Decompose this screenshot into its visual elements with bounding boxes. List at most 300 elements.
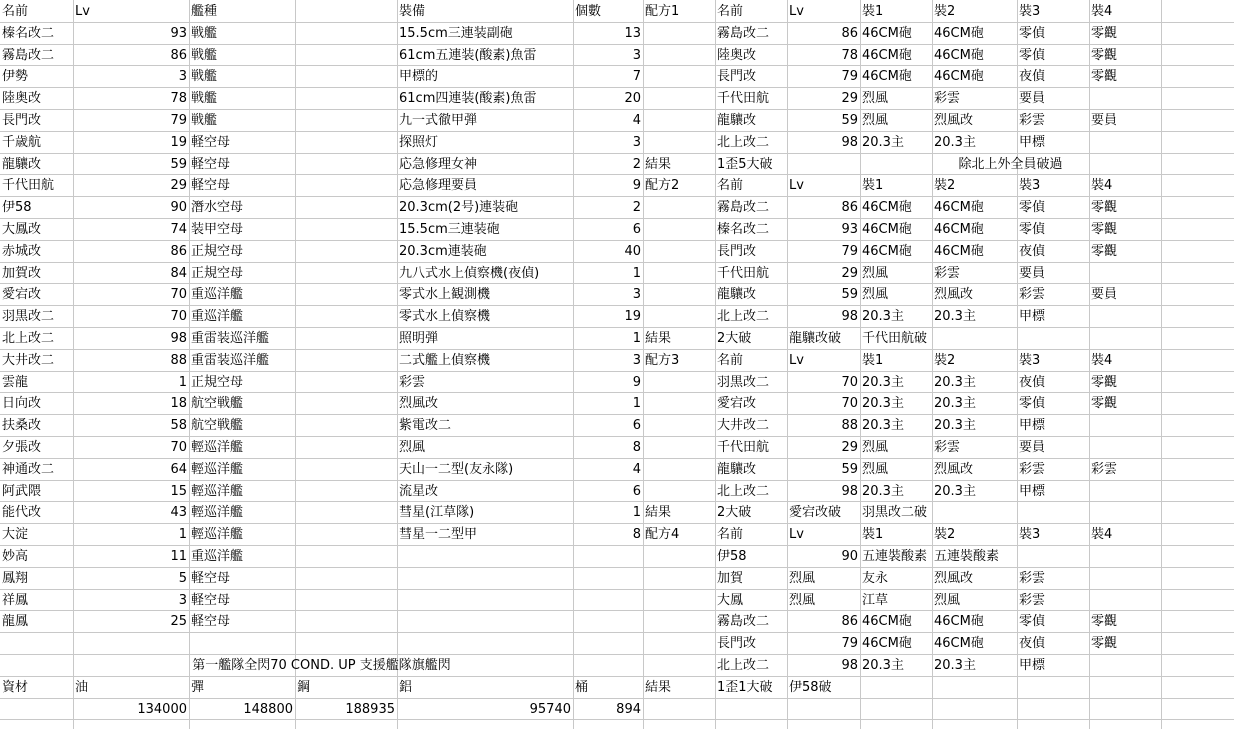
config-equip-cell[interactable]: 彩雲 bbox=[934, 440, 961, 455]
resource-value-cell[interactable]: 188935 bbox=[345, 702, 395, 717]
config-level-cell[interactable]: 59 bbox=[841, 113, 858, 128]
config-ship-cell[interactable]: 長門改 bbox=[717, 636, 757, 651]
ship-name-cell[interactable]: 神通改二 bbox=[2, 462, 55, 477]
ship-type-cell[interactable]: 輕巡洋艦 bbox=[191, 462, 244, 477]
config-equip-cell[interactable]: 五連裝酸素 bbox=[862, 549, 928, 564]
fleet-note-cell[interactable]: 第一艦隊全閃70 COND. UP 支援艦隊旗艦閃 bbox=[192, 658, 451, 673]
ship-type-cell[interactable]: 重巡洋艦 bbox=[191, 549, 244, 564]
config-equip-cell[interactable]: 零偵 bbox=[1019, 222, 1046, 237]
config-equip-cell[interactable]: 20.3主 bbox=[934, 418, 976, 433]
config-header-cell[interactable]: 名前 bbox=[717, 527, 744, 542]
ship-level-cell[interactable]: 70 bbox=[170, 309, 187, 324]
config-equip-cell[interactable]: 46CM砲 bbox=[934, 200, 984, 215]
ship-level-cell[interactable]: 90 bbox=[170, 200, 187, 215]
equipment-count-cell[interactable]: 6 bbox=[632, 222, 641, 237]
ship-level-cell[interactable]: 74 bbox=[170, 222, 187, 237]
config-ship-cell[interactable]: 龍驤改 bbox=[717, 287, 757, 302]
config-result-cell[interactable]: 2大破 bbox=[717, 331, 752, 346]
config-ship-cell[interactable]: 羽黒改二 bbox=[717, 375, 770, 390]
equipment-name-cell[interactable]: 天山一二型(友永隊) bbox=[399, 462, 514, 477]
config-equip-cell[interactable]: 46CM砲 bbox=[862, 222, 912, 237]
config-label-cell[interactable]: 配方4 bbox=[645, 527, 680, 542]
ship-level-cell[interactable]: 1 bbox=[178, 527, 187, 542]
config-level-cell[interactable]: 70 bbox=[841, 396, 858, 411]
config-equip-cell[interactable]: 彩雲 bbox=[1019, 593, 1046, 608]
config-result-cell[interactable]: 千代田航破 bbox=[862, 331, 928, 346]
ship-name-cell[interactable]: 祥鳳 bbox=[2, 593, 29, 608]
ship-type-cell[interactable]: 輕巡洋艦 bbox=[191, 505, 244, 520]
config-equip-cell[interactable]: 46CM砲 bbox=[862, 26, 912, 41]
equipment-name-cell[interactable]: 甲標的 bbox=[399, 69, 439, 84]
config-ship-cell[interactable]: 霧島改二 bbox=[717, 26, 770, 41]
config-equip-cell[interactable] bbox=[1089, 655, 1161, 676]
config-equip-cell[interactable]: 烈風 bbox=[934, 593, 961, 608]
config-level-cell[interactable]: 烈風 bbox=[789, 571, 816, 586]
config-equip-cell[interactable]: 零觀 bbox=[1091, 222, 1118, 237]
ship-level-cell[interactable]: 84 bbox=[170, 266, 187, 281]
ship-level-cell[interactable]: 58 bbox=[170, 418, 187, 433]
ship-level-cell[interactable]: 88 bbox=[170, 353, 187, 368]
ship-type-cell[interactable]: 重巡洋艦 bbox=[191, 309, 244, 324]
resource-value-cell[interactable]: 894 bbox=[616, 702, 641, 717]
config-header-cell[interactable]: 裝2 bbox=[934, 4, 956, 19]
config-header-cell[interactable]: 裝1 bbox=[862, 178, 884, 193]
equipment-count-cell[interactable]: 8 bbox=[632, 440, 641, 455]
config-header-cell[interactable]: 裝4 bbox=[1091, 527, 1113, 542]
equipment-name-cell[interactable]: 20.3cm(2号)連装砲 bbox=[399, 200, 519, 215]
config-label-cell[interactable]: 配方1 bbox=[645, 4, 680, 19]
config-equip-cell[interactable]: 彩雲 bbox=[1019, 462, 1046, 477]
equipment-name-cell[interactable]: 紫電改二 bbox=[399, 418, 452, 433]
config-label-cell[interactable]: 配方2 bbox=[645, 178, 680, 193]
config-equip-cell[interactable]: 要員 bbox=[1019, 266, 1046, 281]
ship-type-cell[interactable]: 戦艦 bbox=[191, 26, 218, 41]
ship-name-cell[interactable]: 陸奥改 bbox=[2, 91, 42, 106]
config-header-cell[interactable]: Lv bbox=[789, 527, 804, 542]
ship-level-cell[interactable]: 18 bbox=[170, 396, 187, 411]
config-equip-cell[interactable]: 彩雲 bbox=[1019, 113, 1046, 128]
equipment-name-cell[interactable]: 彗星一二型甲 bbox=[399, 527, 478, 542]
config-equip-cell[interactable]: 彩雲 bbox=[934, 91, 961, 106]
config-equip-cell[interactable]: 46CM砲 bbox=[934, 636, 984, 651]
ship-name-cell[interactable]: 伊58 bbox=[2, 200, 32, 215]
config-equip-cell[interactable] bbox=[1089, 88, 1161, 109]
ship-name-cell[interactable]: 能代改 bbox=[2, 505, 42, 520]
config-equip-cell[interactable]: 零偵 bbox=[1019, 614, 1046, 629]
ship-type-cell[interactable]: 正規空母 bbox=[191, 266, 244, 281]
config-ship-cell[interactable]: 霧島改二 bbox=[717, 200, 770, 215]
resource-header-cell[interactable]: 資材 bbox=[2, 680, 29, 695]
equipment-count-cell[interactable]: 20 bbox=[624, 91, 641, 106]
config-ship-cell[interactable]: 加賀 bbox=[717, 571, 744, 586]
ship-name-cell[interactable]: 阿武隈 bbox=[2, 484, 42, 499]
column-header-count[interactable]: 個數 bbox=[575, 4, 602, 19]
config-equip-cell[interactable]: 20.3主 bbox=[862, 375, 904, 390]
ship-type-cell[interactable]: 戦艦 bbox=[191, 48, 218, 63]
equipment-count-cell[interactable]: 9 bbox=[632, 375, 641, 390]
equipment-count-cell[interactable]: 7 bbox=[632, 69, 641, 84]
ship-type-cell[interactable]: 重雷装巡洋艦 bbox=[191, 331, 270, 346]
config-level-cell[interactable]: 88 bbox=[841, 418, 858, 433]
config-label-cell[interactable]: 配方3 bbox=[645, 353, 680, 368]
equipment-count-cell[interactable]: 2 bbox=[632, 200, 641, 215]
config-header-cell[interactable]: Lv bbox=[789, 4, 804, 19]
equipment-count-cell[interactable]: 8 bbox=[632, 527, 641, 542]
ship-level-cell[interactable]: 25 bbox=[170, 614, 187, 629]
ship-type-cell[interactable]: 戦艦 bbox=[191, 91, 218, 106]
equipment-count-cell[interactable]: 3 bbox=[632, 135, 641, 150]
ship-name-cell[interactable]: 赤城改 bbox=[2, 244, 42, 259]
config-equip-cell[interactable]: 零偵 bbox=[1019, 26, 1046, 41]
ship-type-cell[interactable]: 軽空母 bbox=[191, 178, 231, 193]
column-header-name[interactable]: 名前 bbox=[2, 4, 29, 19]
equipment-count-cell[interactable]: 4 bbox=[632, 462, 641, 477]
config-header-cell[interactable]: 裝4 bbox=[1091, 353, 1113, 368]
ship-level-cell[interactable]: 19 bbox=[170, 135, 187, 150]
config-equip-cell[interactable]: 46CM砲 bbox=[934, 26, 984, 41]
ship-type-cell[interactable]: 軽空母 bbox=[191, 593, 231, 608]
config-equip-cell[interactable]: 五連裝酸素 bbox=[934, 549, 1000, 564]
config-header-cell[interactable]: Lv bbox=[789, 178, 804, 193]
equipment-name-cell[interactable]: 応急修理女神 bbox=[399, 157, 478, 172]
config-equip-cell[interactable]: 46CM砲 bbox=[862, 69, 912, 84]
config-equip-cell[interactable]: 烈風改 bbox=[934, 113, 974, 128]
ship-type-cell[interactable]: 軽空母 bbox=[191, 571, 231, 586]
config-ship-cell[interactable]: 榛名改二 bbox=[717, 222, 770, 237]
config-level-cell[interactable]: 59 bbox=[841, 287, 858, 302]
config-equip-cell[interactable]: 零偵 bbox=[1019, 396, 1046, 411]
config-equip-cell[interactable]: 20.3主 bbox=[934, 309, 976, 324]
config-equip-cell[interactable]: 烈風改 bbox=[934, 571, 974, 586]
equipment-count-cell[interactable]: 2 bbox=[632, 157, 641, 172]
config-equip-cell[interactable]: 20.3主 bbox=[862, 135, 904, 150]
ship-level-cell[interactable]: 86 bbox=[170, 48, 187, 63]
equipment-count-cell[interactable]: 1 bbox=[632, 505, 641, 520]
ship-type-cell[interactable]: 軽空母 bbox=[191, 135, 231, 150]
config-equip-cell[interactable] bbox=[1089, 415, 1161, 436]
equipment-name-cell[interactable]: 零式水上観測機 bbox=[399, 287, 491, 302]
equipment-name-cell[interactable]: 九八式水上偵察機(夜偵) bbox=[399, 266, 540, 281]
ship-level-cell[interactable]: 64 bbox=[170, 462, 187, 477]
config-equip-cell[interactable]: 夜偵 bbox=[1019, 636, 1046, 651]
config-equip-cell[interactable]: 20.3主 bbox=[862, 658, 904, 673]
config-level-cell[interactable]: 78 bbox=[841, 48, 858, 63]
ship-type-cell[interactable]: 正規空母 bbox=[191, 244, 244, 259]
config-result-label-cell[interactable]: 結果 bbox=[645, 680, 672, 695]
config-header-cell[interactable]: 裝1 bbox=[862, 4, 884, 19]
config-header-cell[interactable]: 名前 bbox=[717, 4, 744, 19]
equipment-count-cell[interactable]: 19 bbox=[624, 309, 641, 324]
ship-type-cell[interactable]: 航空戦艦 bbox=[191, 396, 244, 411]
config-ship-cell[interactable]: 大鳳 bbox=[717, 593, 744, 608]
config-header-cell[interactable]: 裝3 bbox=[1019, 353, 1041, 368]
ship-level-cell[interactable]: 29 bbox=[170, 178, 187, 193]
ship-level-cell[interactable]: 70 bbox=[170, 287, 187, 302]
ship-name-cell[interactable]: 雲龍 bbox=[2, 375, 29, 390]
ship-name-cell[interactable]: 扶桑改 bbox=[2, 418, 42, 433]
config-equip-cell[interactable] bbox=[1017, 546, 1089, 567]
config-equip-cell[interactable]: 20.3主 bbox=[862, 309, 904, 324]
config-result-cell[interactable]: 1歪1大破 bbox=[717, 680, 773, 695]
equipment-name-cell[interactable]: 九一式徹甲弾 bbox=[399, 113, 478, 128]
config-equip-cell[interactable]: 46CM砲 bbox=[934, 48, 984, 63]
ship-level-cell[interactable]: 43 bbox=[170, 505, 187, 520]
ship-name-cell[interactable]: 長門改 bbox=[2, 113, 42, 128]
config-header-cell[interactable]: 名前 bbox=[717, 353, 744, 368]
config-equip-cell[interactable]: 烈風 bbox=[862, 462, 889, 477]
equipment-count-cell[interactable]: 3 bbox=[632, 48, 641, 63]
config-level-cell[interactable]: 59 bbox=[841, 462, 858, 477]
ship-type-cell[interactable]: 航空戦艦 bbox=[191, 418, 244, 433]
config-result-cell[interactable]: 1歪5大破 bbox=[717, 157, 773, 172]
config-equip-cell[interactable]: 彩雲 bbox=[1019, 571, 1046, 586]
config-equip-cell[interactable]: 20.3主 bbox=[934, 658, 976, 673]
ship-name-cell[interactable]: 羽黒改二 bbox=[2, 309, 55, 324]
config-level-cell[interactable]: 烈風 bbox=[789, 593, 816, 608]
resource-header-cell[interactable]: 鋼 bbox=[297, 680, 311, 695]
config-header-cell[interactable]: 裝4 bbox=[1091, 178, 1113, 193]
config-equip-cell[interactable]: 零觀 bbox=[1091, 614, 1118, 629]
config-header-cell[interactable]: 裝2 bbox=[934, 178, 956, 193]
config-equip-cell[interactable]: 46CM砲 bbox=[862, 48, 912, 63]
equipment-name-cell[interactable]: 61cm四連装(酸素)魚雷 bbox=[399, 91, 537, 106]
config-ship-cell[interactable]: 伊58 bbox=[717, 549, 747, 564]
config-equip-cell[interactable] bbox=[1089, 546, 1161, 567]
equipment-name-cell[interactable]: 彩雲 bbox=[399, 375, 426, 390]
ship-level-cell[interactable]: 3 bbox=[178, 593, 187, 608]
config-equip-cell[interactable]: 46CM砲 bbox=[934, 244, 984, 259]
config-level-cell[interactable]: 29 bbox=[841, 440, 858, 455]
ship-level-cell[interactable]: 3 bbox=[178, 69, 187, 84]
config-equip-cell[interactable]: 夜偵 bbox=[1019, 244, 1046, 259]
resource-header-cell[interactable]: 油 bbox=[75, 680, 89, 695]
ship-name-cell[interactable]: 伊勢 bbox=[2, 69, 29, 84]
config-ship-cell[interactable]: 陸奥改 bbox=[717, 48, 757, 63]
ship-type-cell[interactable]: 潛水空母 bbox=[191, 200, 244, 215]
ship-name-cell[interactable]: 榛名改二 bbox=[2, 26, 55, 41]
config-equip-cell[interactable]: 20.3主 bbox=[862, 484, 904, 499]
config-level-cell[interactable]: 79 bbox=[841, 69, 858, 84]
config-equip-cell[interactable] bbox=[1089, 481, 1161, 502]
config-result-cell[interactable]: 羽黒改二破 bbox=[862, 505, 928, 520]
config-equip-cell[interactable]: 烈風 bbox=[862, 287, 889, 302]
config-equip-cell[interactable]: 烈風 bbox=[862, 440, 889, 455]
equipment-count-cell[interactable]: 1 bbox=[632, 266, 641, 281]
config-ship-cell[interactable]: 北上改二 bbox=[717, 309, 770, 324]
config-equip-cell[interactable]: 夜偵 bbox=[1019, 375, 1046, 390]
config-result-cell[interactable]: 2大破 bbox=[717, 505, 752, 520]
config-equip-cell[interactable] bbox=[1089, 590, 1161, 611]
equipment-count-cell[interactable]: 13 bbox=[624, 26, 641, 41]
ship-name-cell[interactable]: 鳳翔 bbox=[2, 571, 29, 586]
ship-name-cell[interactable]: 北上改二 bbox=[2, 331, 55, 346]
equipment-name-cell[interactable]: 流星改 bbox=[399, 484, 439, 499]
config-level-cell[interactable]: 98 bbox=[841, 484, 858, 499]
config-result-cell[interactable]: 伊58破 bbox=[789, 680, 832, 695]
config-header-cell[interactable]: 名前 bbox=[717, 178, 744, 193]
ship-name-cell[interactable]: 霧島改二 bbox=[2, 48, 55, 63]
equipment-name-cell[interactable]: 探照灯 bbox=[399, 135, 439, 150]
resource-value-cell[interactable]: 95740 bbox=[529, 702, 571, 717]
config-equip-cell[interactable]: 江草 bbox=[862, 593, 889, 608]
ship-level-cell[interactable]: 59 bbox=[170, 157, 187, 172]
config-equip-cell[interactable]: 零偵 bbox=[1019, 48, 1046, 63]
config-equip-cell[interactable]: 甲標 bbox=[1019, 418, 1046, 433]
config-header-cell[interactable]: Lv bbox=[789, 353, 804, 368]
config-equip-cell[interactable]: 夜偵 bbox=[1019, 69, 1046, 84]
config-result-label-cell[interactable]: 結果 bbox=[645, 331, 672, 346]
config-level-cell[interactable]: 98 bbox=[841, 135, 858, 150]
equipment-name-cell[interactable]: 烈風 bbox=[399, 440, 426, 455]
config-equip-cell[interactable]: 甲標 bbox=[1019, 658, 1046, 673]
ship-name-cell[interactable]: 日向改 bbox=[2, 396, 42, 411]
config-equip-cell[interactable]: 零觀 bbox=[1091, 26, 1118, 41]
ship-level-cell[interactable]: 78 bbox=[170, 91, 187, 106]
column-header-equipment[interactable]: 裝備 bbox=[399, 4, 426, 19]
config-ship-cell[interactable]: 龍驤改 bbox=[717, 113, 757, 128]
config-equip-cell[interactable]: 20.3主 bbox=[934, 135, 976, 150]
config-ship-cell[interactable]: 北上改二 bbox=[717, 658, 770, 673]
ship-type-cell[interactable]: 輕巡洋艦 bbox=[191, 440, 244, 455]
config-equip-cell[interactable]: 零觀 bbox=[1091, 69, 1118, 84]
ship-name-cell[interactable]: 妙高 bbox=[2, 549, 29, 564]
config-equip-cell[interactable]: 甲標 bbox=[1019, 135, 1046, 150]
config-level-cell[interactable]: 79 bbox=[841, 636, 858, 651]
config-equip-cell[interactable] bbox=[1089, 437, 1161, 458]
equipment-count-cell[interactable]: 6 bbox=[632, 484, 641, 499]
equipment-name-cell[interactable]: 61cm五連装(酸素)魚雷 bbox=[399, 48, 537, 63]
config-result-label-cell[interactable]: 結果 bbox=[645, 157, 672, 172]
ship-name-cell[interactable]: 龍驤改 bbox=[2, 157, 42, 172]
config-header-cell[interactable]: 裝4 bbox=[1091, 4, 1113, 19]
config-header-cell[interactable]: 裝3 bbox=[1019, 178, 1041, 193]
config-header-cell[interactable]: 裝1 bbox=[862, 527, 884, 542]
config-level-cell[interactable]: 90 bbox=[841, 549, 858, 564]
config-equip-cell[interactable]: 要員 bbox=[1091, 287, 1118, 302]
config-level-cell[interactable]: 29 bbox=[841, 91, 858, 106]
config-equip-cell[interactable]: 甲標 bbox=[1019, 484, 1046, 499]
config-equip-cell[interactable]: 要員 bbox=[1019, 440, 1046, 455]
config-equip-cell[interactable]: 46CM砲 bbox=[934, 614, 984, 629]
config-equip-cell[interactable]: 烈風 bbox=[862, 91, 889, 106]
config-level-cell[interactable]: 98 bbox=[841, 658, 858, 673]
ship-type-cell[interactable]: 重雷装巡洋艦 bbox=[191, 353, 270, 368]
config-result-cell[interactable]: 龍驤改破 bbox=[789, 331, 842, 346]
config-result-cell[interactable]: 除北上外全員破過 bbox=[958, 157, 1063, 172]
ship-level-cell[interactable]: 93 bbox=[170, 26, 187, 41]
config-equip-cell[interactable]: 46CM砲 bbox=[934, 222, 984, 237]
resource-header-cell[interactable]: 桶 bbox=[575, 680, 589, 695]
config-equip-cell[interactable]: 甲標 bbox=[1019, 309, 1046, 324]
config-equip-cell[interactable]: 46CM砲 bbox=[862, 614, 912, 629]
config-equip-cell[interactable]: 46CM砲 bbox=[862, 244, 912, 259]
config-ship-cell[interactable]: 愛宕改 bbox=[717, 396, 757, 411]
resource-header-cell[interactable]: 彈 bbox=[191, 680, 205, 695]
config-ship-cell[interactable]: 大井改二 bbox=[717, 418, 770, 433]
config-equip-cell[interactable]: 烈風 bbox=[862, 113, 889, 128]
config-ship-cell[interactable]: 千代田航 bbox=[717, 440, 770, 455]
config-header-cell[interactable]: 裝1 bbox=[862, 353, 884, 368]
ship-name-cell[interactable]: 夕張改 bbox=[2, 440, 42, 455]
config-equip-cell[interactable]: 46CM砲 bbox=[862, 200, 912, 215]
config-equip-cell[interactable]: 友永 bbox=[862, 571, 889, 586]
config-level-cell[interactable]: 70 bbox=[841, 375, 858, 390]
config-header-cell[interactable]: 裝3 bbox=[1019, 4, 1041, 19]
config-equip-cell[interactable]: 彩雲 bbox=[1019, 287, 1046, 302]
config-result-label-cell[interactable]: 結果 bbox=[645, 505, 672, 520]
config-equip-cell[interactable]: 46CM砲 bbox=[862, 636, 912, 651]
ship-level-cell[interactable]: 86 bbox=[170, 244, 187, 259]
config-header-cell[interactable]: 裝2 bbox=[934, 353, 956, 368]
ship-type-cell[interactable]: 装甲空母 bbox=[191, 222, 244, 237]
config-ship-cell[interactable]: 千代田航 bbox=[717, 266, 770, 281]
ship-name-cell[interactable]: 千代田航 bbox=[2, 178, 55, 193]
config-level-cell[interactable]: 79 bbox=[841, 244, 858, 259]
config-equip-cell[interactable]: 20.3主 bbox=[934, 375, 976, 390]
ship-name-cell[interactable]: 大淀 bbox=[2, 527, 29, 542]
config-ship-cell[interactable]: 北上改二 bbox=[717, 484, 770, 499]
ship-level-cell[interactable]: 79 bbox=[170, 113, 187, 128]
config-equip-cell[interactable]: 烈風 bbox=[862, 266, 889, 281]
config-level-cell[interactable]: 86 bbox=[841, 200, 858, 215]
equipment-count-cell[interactable]: 1 bbox=[632, 331, 641, 346]
config-equip-cell[interactable]: 要員 bbox=[1091, 113, 1118, 128]
config-level-cell[interactable]: 93 bbox=[841, 222, 858, 237]
ship-name-cell[interactable]: 龍鳳 bbox=[2, 614, 29, 629]
equipment-count-cell[interactable]: 1 bbox=[632, 396, 641, 411]
ship-level-cell[interactable]: 70 bbox=[170, 440, 187, 455]
config-result-cell[interactable]: 愛宕改破 bbox=[789, 505, 842, 520]
config-equip-cell[interactable]: 零觀 bbox=[1091, 396, 1118, 411]
resource-header-cell[interactable]: 鋁 bbox=[399, 680, 413, 695]
config-equip-cell[interactable]: 零觀 bbox=[1091, 375, 1118, 390]
config-ship-cell[interactable]: 龍驤改 bbox=[717, 462, 757, 477]
config-ship-cell[interactable]: 霧島改二 bbox=[717, 614, 770, 629]
config-level-cell[interactable]: 29 bbox=[841, 266, 858, 281]
ship-level-cell[interactable]: 15 bbox=[170, 484, 187, 499]
ship-type-cell[interactable]: 重巡洋艦 bbox=[191, 287, 244, 302]
config-level-cell[interactable]: 98 bbox=[841, 309, 858, 324]
config-equip-cell[interactable]: 零觀 bbox=[1091, 244, 1118, 259]
ship-type-cell[interactable]: 軽空母 bbox=[191, 614, 231, 629]
config-equip-cell[interactable]: 零偵 bbox=[1019, 200, 1046, 215]
equipment-count-cell[interactable]: 4 bbox=[632, 113, 641, 128]
ship-level-cell[interactable]: 98 bbox=[170, 331, 187, 346]
config-equip-cell[interactable] bbox=[1089, 306, 1161, 327]
config-equip-cell[interactable]: 彩雲 bbox=[934, 266, 961, 281]
config-ship-cell[interactable]: 長門改 bbox=[717, 244, 757, 259]
equipment-name-cell[interactable]: 応急修理要員 bbox=[399, 178, 478, 193]
ship-level-cell[interactable]: 11 bbox=[170, 549, 187, 564]
equipment-name-cell[interactable]: 零式水上偵察機 bbox=[399, 309, 491, 324]
ship-name-cell[interactable]: 加賀改 bbox=[2, 266, 42, 281]
ship-type-cell[interactable]: 戦艦 bbox=[191, 69, 218, 84]
config-level-cell[interactable]: 86 bbox=[841, 26, 858, 41]
config-equip-cell[interactable]: 20.3主 bbox=[934, 396, 976, 411]
config-equip-cell[interactable] bbox=[1089, 132, 1161, 153]
ship-name-cell[interactable]: 大鳳改 bbox=[2, 222, 42, 237]
config-equip-cell[interactable]: 20.3主 bbox=[862, 418, 904, 433]
config-header-cell[interactable]: 裝3 bbox=[1019, 527, 1041, 542]
equipment-count-cell[interactable]: 3 bbox=[632, 353, 641, 368]
config-equip-cell[interactable]: 20.3主 bbox=[862, 396, 904, 411]
config-equip-cell[interactable]: 彩雲 bbox=[1091, 462, 1118, 477]
ship-type-cell[interactable]: 軽空母 bbox=[191, 157, 231, 172]
equipment-name-cell[interactable]: 20.3cm連装砲 bbox=[399, 244, 487, 259]
config-ship-cell[interactable]: 長門改 bbox=[717, 69, 757, 84]
ship-level-cell[interactable]: 1 bbox=[178, 375, 187, 390]
config-level-cell[interactable]: 86 bbox=[841, 614, 858, 629]
